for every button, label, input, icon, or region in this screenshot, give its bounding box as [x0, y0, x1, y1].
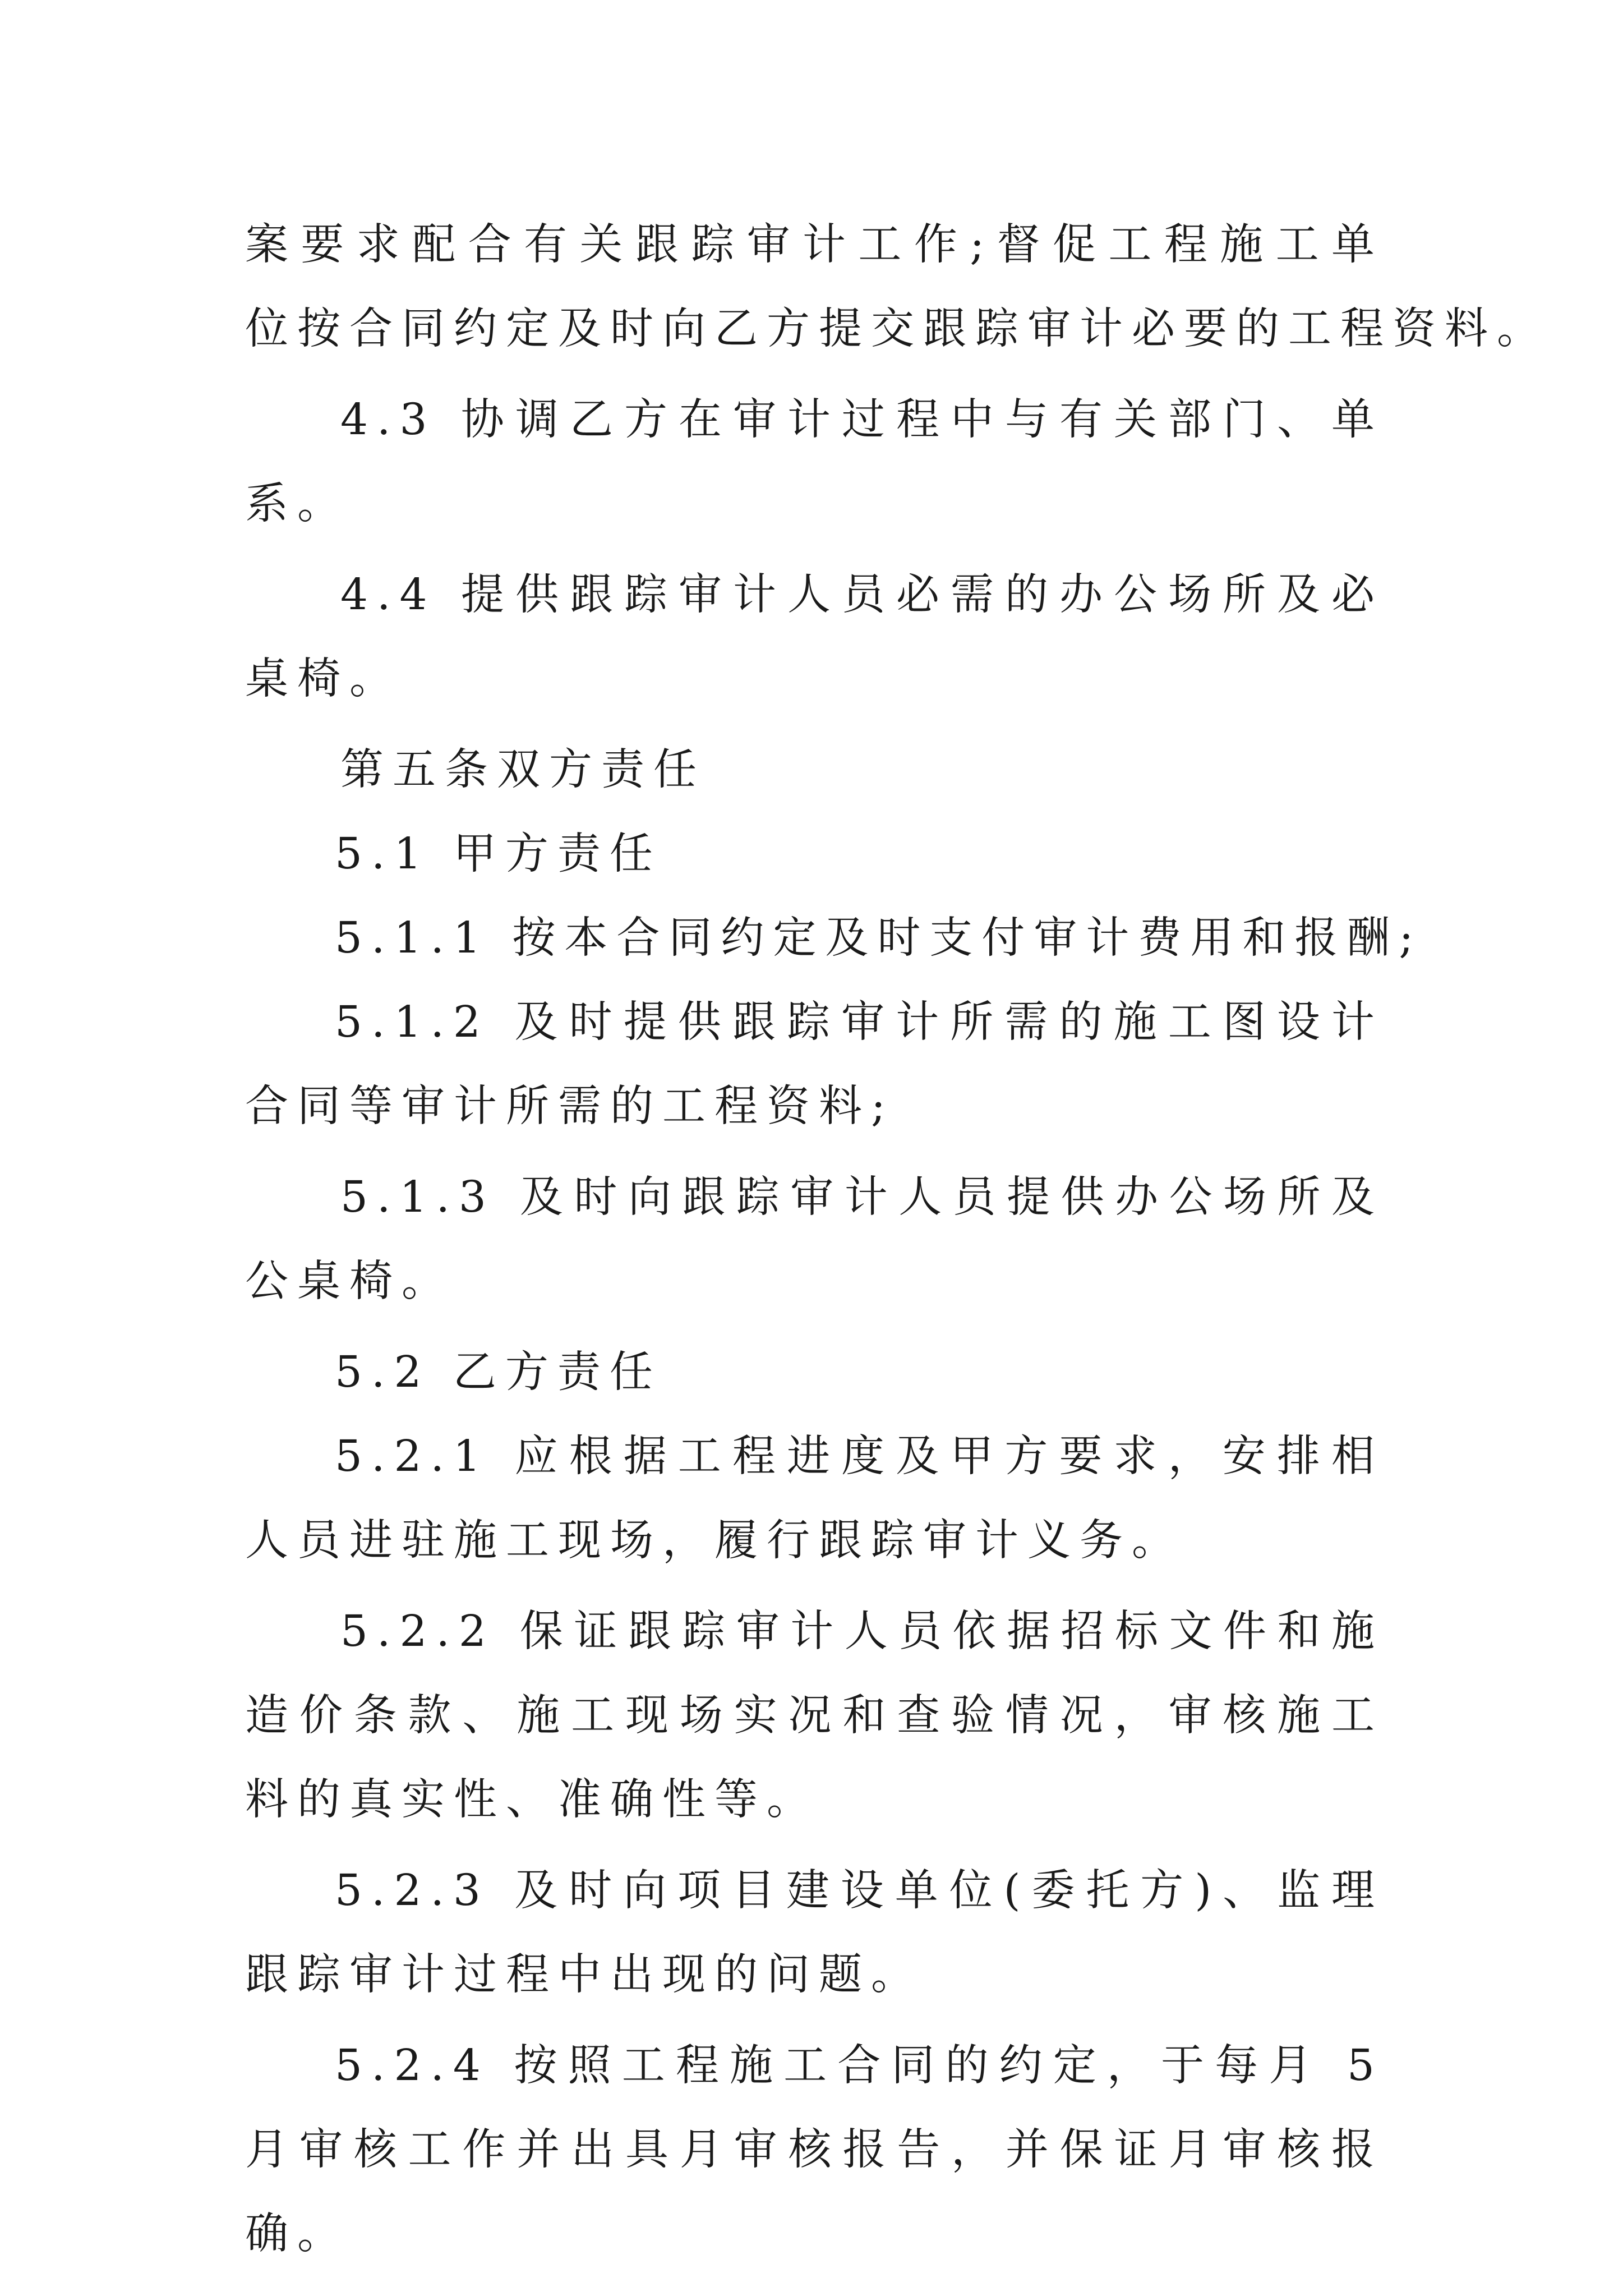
text-line: 桌椅。: [245, 654, 402, 704]
clause-5-2-2: 5.2.2 保证跟踪审计人员依据招标文件和施: [340, 1607, 1384, 1657]
clause-5-2-1: 5.2.1 应根据工程进度及甲方要求，安排相: [335, 1432, 1384, 1481]
clause-5-2: 5.2 乙方责任: [335, 1347, 662, 1397]
article-5-heading: 第五条双方责任: [340, 745, 706, 795]
clause-4-3: 4.3 协调乙方在审计过程中与有关部门、单: [340, 395, 1384, 445]
clause-5-1: 5.1 甲方责任: [335, 829, 662, 879]
contract-text: [245, 203, 1549, 2276]
text-line: 月审核工作并出具月审核报告，并保证月审核报: [245, 2125, 1384, 2175]
text-line: 公桌椅。: [245, 1257, 454, 1306]
text-line: 案要求配合有关跟踪审计工作;督促工程施工单: [245, 220, 1384, 270]
text-line: 跟踪审计过程中出现的问题。: [245, 1950, 923, 2000]
clause-4-4: 4.4 提供跟踪审计人员必需的办公场所及必: [340, 570, 1384, 620]
text-line: 确。: [245, 2209, 349, 2259]
text-line: 合同等审计所需的工程资料;: [245, 1082, 895, 1131]
text-line: 人员进驻施工现场，履行跟踪审计义务。: [245, 1516, 1184, 1566]
clause-5-1-1: 5.1.1 按本合同约定及时支付审计费用和报酬;: [335, 913, 1423, 963]
clause-5-1-2: 5.1.2 及时提供跟踪审计所需的施工图设计: [335, 997, 1384, 1047]
clause-5-2-3: 5.2.3 及时向项目建设单位(委托方)、监理: [335, 1866, 1384, 1916]
text-line: 位按合同约定及时向乙方提交跟踪审计必要的工程资料。: [245, 304, 1549, 354]
text-line: 造价条款、施工现场实况和查验情况，审核施工: [245, 1691, 1384, 1741]
clause-5-1-3: 5.1.3 及时向跟踪审计人员提供办公场所及: [340, 1172, 1384, 1222]
clause-5-2-4: 5.2.4 按照工程施工合同的约定，于每月 5: [335, 2041, 1384, 2091]
text-line: 系。: [245, 479, 349, 529]
text-line: 料的真实性、准确性等。: [245, 1775, 819, 1825]
